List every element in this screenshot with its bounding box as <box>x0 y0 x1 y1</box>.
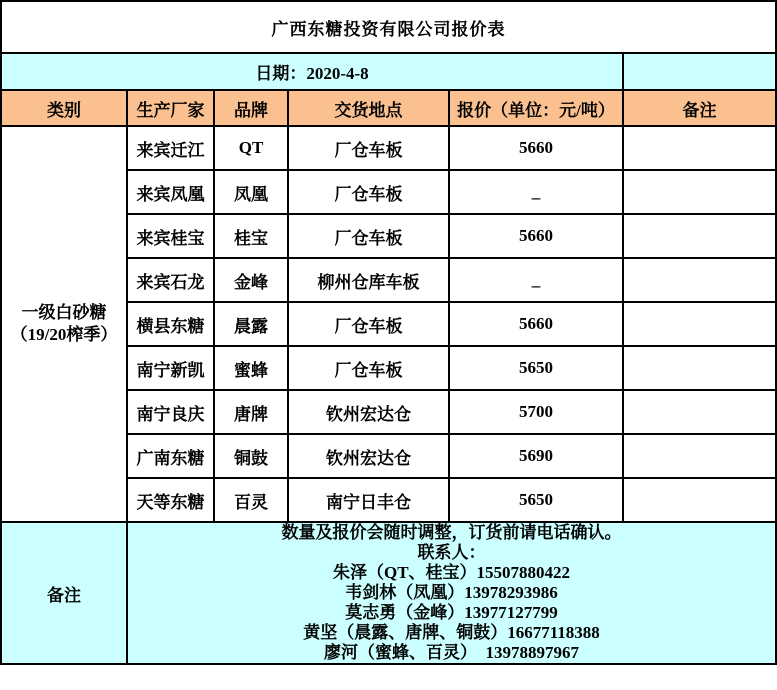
cell-factory: 来宾迁江 <box>127 126 214 170</box>
cell-brand: 铜鼓 <box>214 434 288 478</box>
cell-price: 5700 <box>449 390 623 434</box>
cell-price: 5660 <box>449 302 623 346</box>
cell-remark <box>623 434 776 478</box>
cell-remark <box>623 302 776 346</box>
header-location: 交货地点 <box>288 90 449 126</box>
date-row <box>1 53 776 90</box>
footer-content <box>127 522 776 664</box>
table-header-row <box>1 90 776 126</box>
cell-brand: 金峰 <box>214 258 288 302</box>
cell-brand: 蜜蜂 <box>214 346 288 390</box>
cell-location: 厂仓车板 <box>288 346 449 390</box>
cell-location: 厂仓车板 <box>288 170 449 214</box>
cell-price: 5690 <box>449 434 623 478</box>
cell-remark <box>623 214 776 258</box>
cell-price: 5660 <box>449 126 623 170</box>
cell-factory: 横县东糖 <box>127 302 214 346</box>
page-title: 广西东糖投资有限公司报价表 <box>1 1 776 53</box>
cell-factory: 天等东糖 <box>127 478 214 522</box>
cell-location: 厂仓车板 <box>288 126 449 170</box>
cell-factory: 广南东糖 <box>127 434 214 478</box>
footer-label: 备注 <box>1 522 127 664</box>
cell-location: 钦州宏达仓 <box>288 434 449 478</box>
remark-line: 数量及报价会随时调整，订货前请电话确认。 <box>281 523 622 542</box>
cell-price: _ <box>449 170 623 214</box>
header-factory: 生产厂家 <box>127 90 214 126</box>
cell-remark <box>623 478 776 522</box>
cell-remark <box>623 390 776 434</box>
cell-factory: 南宁新凯 <box>127 346 214 390</box>
cell-location: 厂仓车板 <box>288 214 449 258</box>
cell-price: 5650 <box>449 346 623 390</box>
cell-remark <box>623 170 776 214</box>
remark-line: 廖河（蜜蜂、百灵） 13978897967 <box>324 643 580 662</box>
header-brand: 品牌 <box>214 90 288 126</box>
cell-factory: 南宁良庆 <box>127 390 214 434</box>
cell-brand: 凤凰 <box>214 170 288 214</box>
cell-brand: 桂宝 <box>214 214 288 258</box>
category-line1: 一级白砂糖 <box>21 303 107 322</box>
cell-brand: 百灵 <box>214 478 288 522</box>
header-remark: 备注 <box>623 90 776 126</box>
cell-price: 5650 <box>449 478 623 522</box>
cell-price: _ <box>449 258 623 302</box>
cell-location: 厂仓车板 <box>288 302 449 346</box>
category-cell <box>1 126 127 522</box>
remark-line: 朱泽（QT、桂宝）15507880422 <box>332 563 571 582</box>
cell-location: 南宁日丰仓 <box>288 478 449 522</box>
cell-remark <box>623 126 776 170</box>
cell-factory: 来宾石龙 <box>127 258 214 302</box>
remark-line: 联系人： <box>417 543 486 562</box>
date-label: 日期：2020-4-8 <box>1 53 623 90</box>
category-line2: （19/20榨季） <box>10 325 118 344</box>
cell-location: 钦州宏达仓 <box>288 390 449 434</box>
cell-price: 5660 <box>449 214 623 258</box>
remark-line: 莫志勇（金峰）13977127799 <box>345 603 558 622</box>
footer-row <box>1 522 776 664</box>
remark-line: 黄坚（晨露、唐牌、铜鼓）16677118388 <box>303 623 600 642</box>
cell-remark <box>623 258 776 302</box>
table-row <box>1 126 776 170</box>
cell-factory: 来宾凤凰 <box>127 170 214 214</box>
cell-brand: 唐牌 <box>214 390 288 434</box>
remark-line: 韦剑林（凤凰）13978293986 <box>345 583 558 602</box>
cell-remark <box>623 346 776 390</box>
cell-brand: QT <box>214 126 288 170</box>
cell-factory: 来宾桂宝 <box>127 214 214 258</box>
date-row-empty-cell <box>623 53 776 90</box>
header-price: 报价（单位：元/吨） <box>449 90 623 126</box>
title-row <box>1 1 776 53</box>
cell-location: 柳州仓库车板 <box>288 258 449 302</box>
cell-brand: 晨露 <box>214 302 288 346</box>
header-category: 类别 <box>1 90 127 126</box>
